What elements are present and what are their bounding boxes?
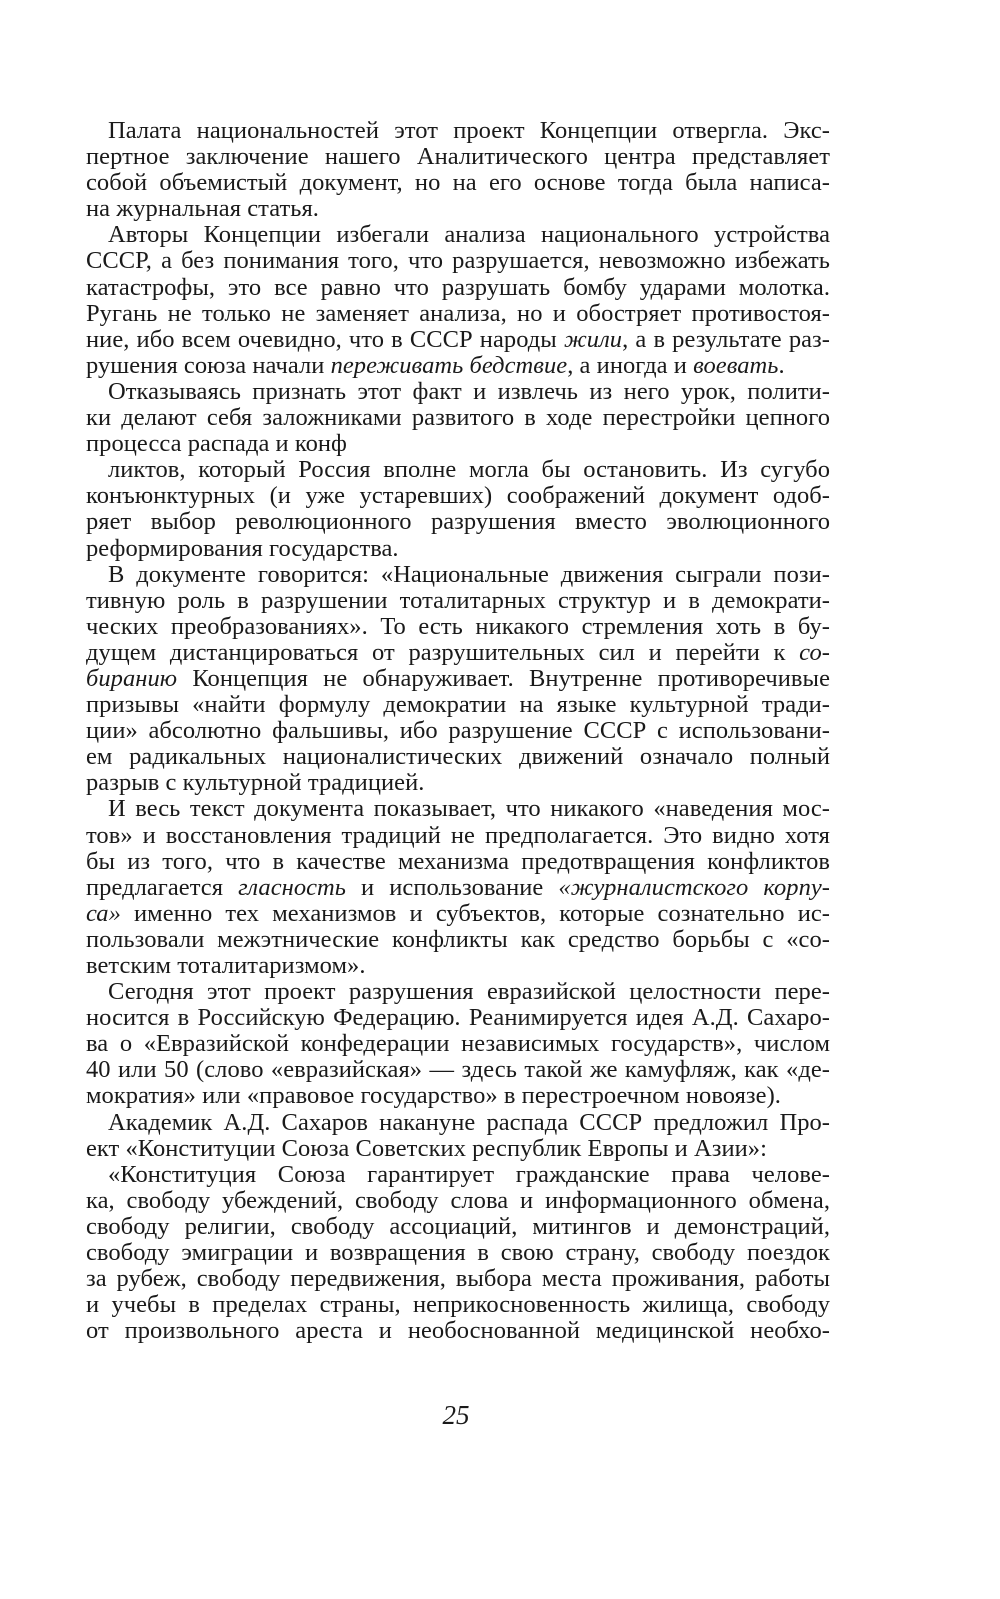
italic-text: жили <box>563 325 623 353</box>
text-run: ка, свободу убеждений, свободу слова и информационного обмена, <box>86 1186 830 1214</box>
text-line <box>86 327 830 353</box>
text-run: пользовали межэтнические конфликты как средство борьбы с «со- <box>86 925 830 953</box>
italic-text: переживать бедствие <box>330 351 568 379</box>
italic-text: са» <box>86 899 121 927</box>
text-line <box>86 640 830 666</box>
text-run: ние, ибо всем очевидно, что в СССР народы <box>86 325 564 353</box>
text-line <box>86 431 830 457</box>
text-run: Авторы Концепции избегали анализа национального устройства <box>108 221 830 249</box>
text-run: ряет выбор революционного разрушения вместо эволюционного <box>86 508 830 536</box>
body-text <box>86 118 830 1344</box>
text-run: , а иногда и <box>567 351 694 379</box>
text-run: собой объемистый документ, но на его основе тогда была написа- <box>86 169 830 197</box>
text-run: тов» и восстановления традиций не предполагается. Это видно хотя <box>86 821 830 849</box>
text-line <box>86 248 830 274</box>
text-line <box>86 1266 830 1292</box>
text-line <box>86 927 830 953</box>
text-run: Концепция не обнаруживает. Внутренне противоречивые <box>177 664 830 692</box>
text-run: 40 или 50 (слово «евразийская» — здесь такой же камуфляж, как «де- <box>86 1056 830 1084</box>
text-run: Отказываясь признать этот факт и извлечь из него урок, полити- <box>108 377 830 405</box>
text-line <box>86 118 830 144</box>
text-run: Сегодня этот проект разрушения евразийской целостности пере- <box>108 978 830 1006</box>
text-run: ки делают себя заложниками развитого в ходе перестройки цепного <box>86 404 830 432</box>
text-line <box>86 1005 830 1031</box>
text-run: разрыв с культурной традицией. <box>86 769 425 797</box>
text-run: и учебы в пределах страны, неприкосновенность жилища, свободу <box>86 1291 830 1319</box>
text-line <box>86 405 830 431</box>
text-run: дущем дистанцироваться от разрушительных сил и перейти к <box>86 638 800 666</box>
text-line <box>86 170 830 196</box>
text-run: конъюнктурных (и уже устаревших) соображений документ одоб- <box>86 482 830 510</box>
text-run: мократия» или «правовое государство» в перестроечном новоязе). <box>86 1082 781 1110</box>
text-run: ции» абсолютно фальшивы, ибо разрушение СССР с использовани- <box>86 717 830 745</box>
text-run: реформирования государства. <box>86 534 399 562</box>
text-run: носится в Российскую Федерацию. Реанимируется идея А.Д. Сахаро- <box>86 1004 830 1032</box>
text-run: Ругань не только не заменяет анализа, но и обостряет противостоя- <box>86 299 830 327</box>
text-line <box>86 901 830 927</box>
text-line <box>86 1110 830 1136</box>
text-run: за рубеж, свободу передвижения, выбора места проживания, работы <box>86 1265 830 1293</box>
text-line <box>86 457 830 483</box>
text-line <box>86 1083 830 1109</box>
text-line <box>86 353 830 379</box>
text-run: процесса распада и конф <box>86 430 347 458</box>
text-run: ем радикальных националистических движений означало полный <box>86 743 830 771</box>
text-line <box>86 692 830 718</box>
text-run: катастрофы, это все равно что разрушать бомбу ударами молотка. <box>86 273 830 301</box>
italic-text: воевать <box>693 351 779 379</box>
text-line <box>86 875 830 901</box>
text-line <box>86 483 830 509</box>
text-line <box>86 1162 830 1188</box>
text-run: рушения союза начали <box>86 351 331 379</box>
italic-text: со- <box>799 638 830 666</box>
text-line <box>86 1136 830 1162</box>
text-line <box>86 718 830 744</box>
text-run: свободу эмиграции и возвращения в свою страну, свободу поездок <box>86 1239 830 1267</box>
text-line <box>86 744 830 770</box>
text-run: от произвольного ареста и необоснованной медицинской необхо- <box>86 1317 830 1345</box>
text-line <box>86 275 830 301</box>
text-line <box>86 222 830 248</box>
text-run: именно тех механизмов и субъектов, которые сознательно ис- <box>120 899 830 927</box>
text-line <box>86 1214 830 1240</box>
text-run: ветским тоталитаризмом». <box>86 952 366 979</box>
page-number: 25 <box>442 1400 470 1430</box>
text-run: предлагается <box>86 873 239 901</box>
text-run: на журнальная статья. <box>86 195 319 223</box>
text-run: И весь текст документа показывает, что никакого «наведения мос- <box>108 795 830 823</box>
text-line <box>86 953 830 979</box>
text-line <box>86 1292 830 1318</box>
text-line <box>86 144 830 170</box>
text-run: «Конституция Союза гарантирует гражданские права челове- <box>108 1160 830 1188</box>
text-line <box>86 1240 830 1266</box>
text-run: бы из того, что в качестве механизма предотвращения конфликтов <box>86 847 830 875</box>
text-line <box>86 1318 830 1344</box>
text-line <box>86 196 830 222</box>
text-line <box>86 979 830 1005</box>
italic-text: «журналистского корпу- <box>558 873 831 901</box>
text-run: В документе говорится: «Национальные движения сыграли пози- <box>108 560 830 588</box>
text-run: ект «Конституции Союза Советских республик Европы и Азии»: <box>86 1134 767 1162</box>
text-run: призывы «найти формулу демократии на языке культурной тради- <box>86 691 830 719</box>
text-line <box>86 379 830 405</box>
text-run: и использование <box>346 873 559 901</box>
text-line <box>86 666 830 692</box>
italic-text: гласность <box>238 873 346 901</box>
text-run: СССР, а без понимания того, что разрушается, невозможно избежать <box>86 247 830 275</box>
text-line <box>86 849 830 875</box>
text-run: свободу религии, свободу ассоциаций, митингов и демонстраций, <box>86 1212 830 1240</box>
text-line <box>86 614 830 640</box>
text-line <box>86 1057 830 1083</box>
text-line <box>86 588 830 614</box>
text-run: ликтов, который Россия вполне могла бы остановить. Из сугубо <box>108 456 830 484</box>
text-line <box>86 536 830 562</box>
text-run: пертное заключение нашего Аналитического центра представляет <box>86 143 830 171</box>
text-line <box>86 1188 830 1214</box>
text-line <box>86 823 830 849</box>
text-line <box>86 301 830 327</box>
text-run: . <box>778 351 785 379</box>
text-run: ва о «Евразийской конфедерации независимых государств», числом <box>86 1030 830 1058</box>
italic-text: биранию <box>86 664 178 692</box>
text-run: Палата национальностей этот проект Концепции отвергла. Экс- <box>108 117 830 144</box>
text-run: , а в результате раз- <box>622 325 830 353</box>
text-run: ческих преобразованиях». То есть никакого стремления хоть в бу- <box>86 612 830 640</box>
text-line <box>86 770 830 796</box>
text-run: Академик А.Д. Сахаров накануне распада СССР предложил Про- <box>108 1108 830 1136</box>
text-line <box>86 509 830 535</box>
text-line <box>86 562 830 588</box>
text-run: тивную роль в разрушении тоталитарных структур и в демократи- <box>86 586 830 614</box>
text-line <box>86 1031 830 1057</box>
text-line <box>86 796 830 822</box>
